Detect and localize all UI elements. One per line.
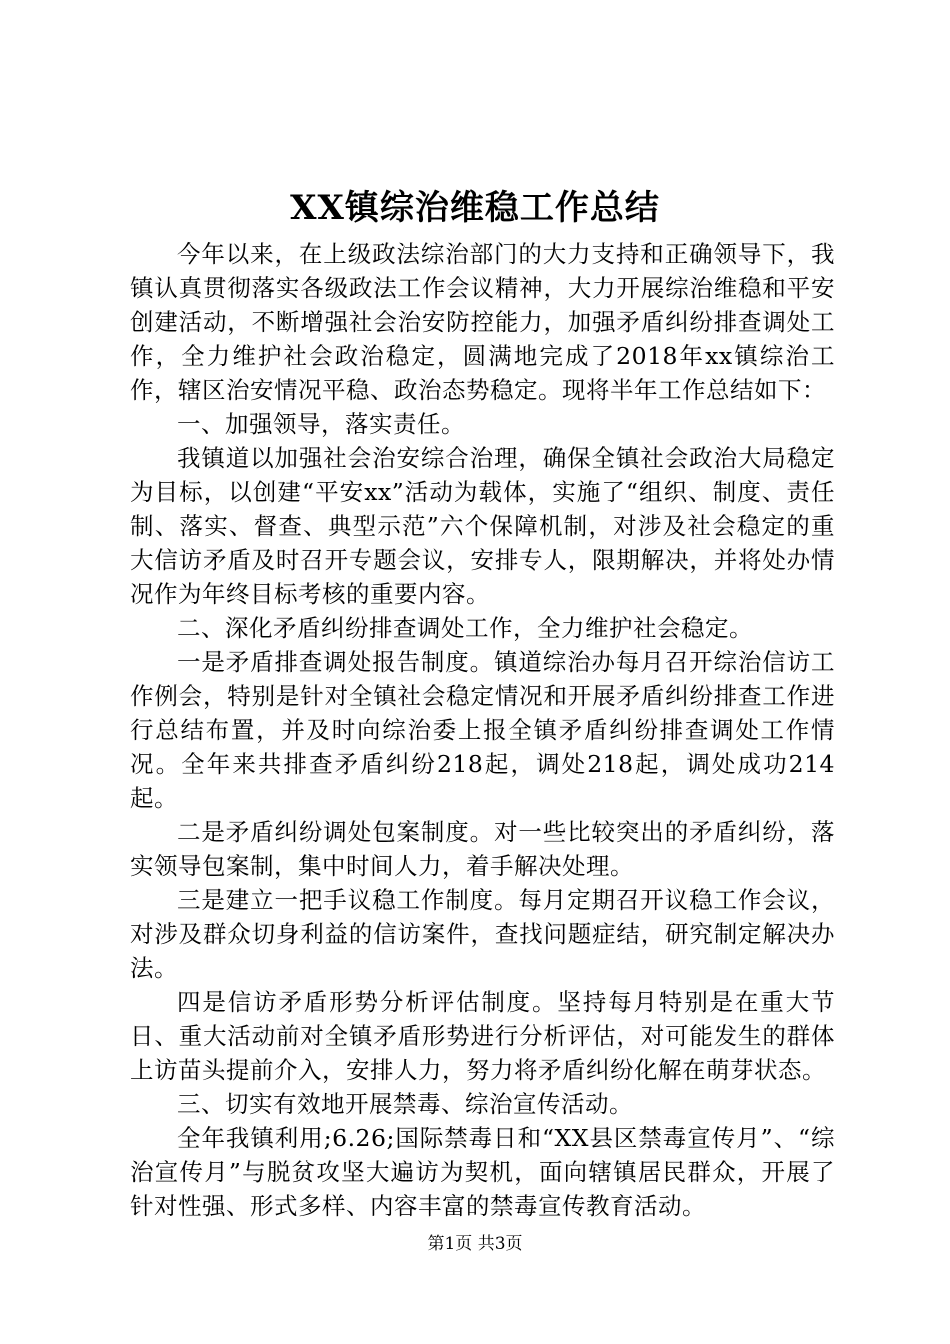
section-heading-3: 三、切实有效地开展禁毒、综治宣传活动。 xyxy=(177,1090,633,1118)
section-heading-2: 二、深化矛盾纠纷排查调处工作，全力维护社会稳定。 xyxy=(177,614,753,642)
paragraph-item-4: 四是信访矛盾形势分析评估制度。坚持每月特别是在重大节日、重大活动前对全镇矛盾形势进行分析评估，对可能发生的群体上访苗头提前介入，安排人力，努力将矛盾纠纷化解在萌芽状态。 xyxy=(130,988,835,1084)
paragraph-publicity: 全年我镇利用;6.26;国际禁毒日和“XX县区禁毒宣传月”、“综治宣传月”与脱贫攻坚大遍访为契机，面向辖镇居民群众，开展了针对性强、形式多样、内容丰富的禁毒宣传教育活动。 xyxy=(130,1124,835,1220)
paragraph-item-1: 一是矛盾排查调处报告制度。镇道综治办每月召开综治信访工作例会，特别是针对全镇社会稳定情况和开展矛盾纠纷排查工作进行总结布置，并及时向综治委上报全镇矛盾纠纷排查调处工作情况。全年来共排查矛盾纠纷218起，调处218起，调处成功214起。 xyxy=(130,648,835,812)
document-title: XX镇综治维稳工作总结 xyxy=(290,188,660,228)
paragraph-intro: 今年以来，在上级政法综治部门的大力支持和正确领导下，我镇认真贯彻落实各级政法工作会议精神，大力开展综治维稳和平安创建活动，不断增强社会治安防控能力，加强矛盾纠纷排查调处工作，全力维护社会政治稳定，圆满地完成了2018年xx镇综治工作，辖区治安情况平稳、政治态势稳定。现将半年工作总结如下： xyxy=(130,240,835,404)
paragraph-item-3: 三是建立一把手议稳工作制度。每月定期召开议稳工作会议，对涉及群众切身利益的信访案件，查找问题症结，研究制定解决办法。 xyxy=(130,886,835,982)
page-footer: 第1页 共3页 xyxy=(427,1234,523,1254)
section-heading-1: 一、加强领导，落实责任。 xyxy=(177,410,465,438)
paragraph-item-2: 二是矛盾纠纷调处包案制度。对一些比较突出的矛盾纠纷，落实领导包案制，集中时间人力，着手解决处理。 xyxy=(130,818,835,880)
document-body xyxy=(130,237,835,1223)
paragraph-leadership: 我镇道以加强社会治安综合治理，确保全镇社会政治大局稳定为目标，以创建“平安xx”活动为载体，实施了“组织、制度、责任制、落实、督查、典型示范”六个保障机制，对涉及社会稳定的重大信访矛盾及时召开专题会议，安排专人，限期解决，并将处办情况作为年终目标考核的重要内容。 xyxy=(130,444,835,608)
